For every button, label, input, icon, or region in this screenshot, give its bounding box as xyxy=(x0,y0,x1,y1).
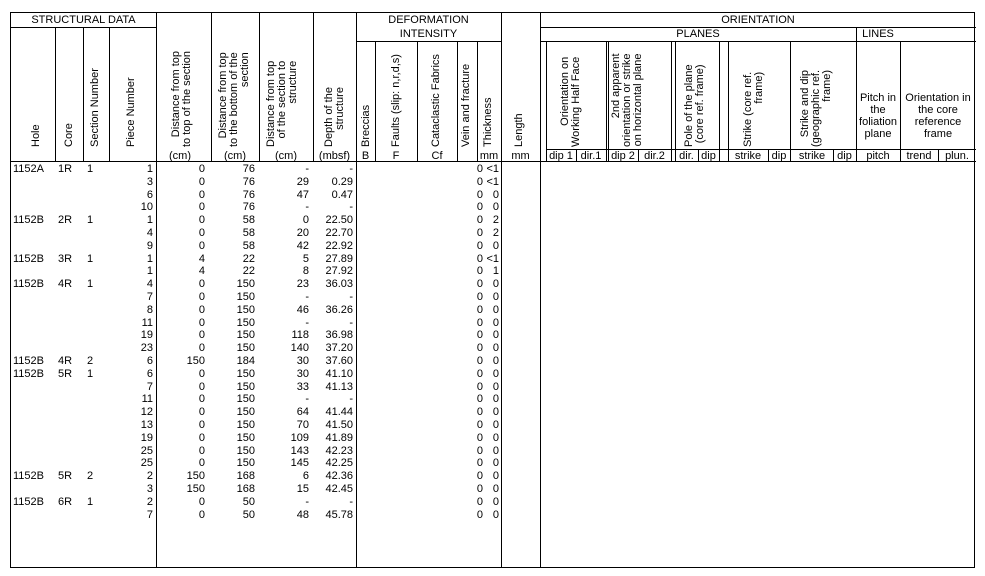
table-cell: 0 xyxy=(476,470,483,483)
table-cell: 109 xyxy=(290,431,309,444)
table-cell: 0 xyxy=(476,239,483,252)
table-cell: 37.60 xyxy=(325,355,353,367)
table-cell: 0 xyxy=(492,419,499,431)
table-cell: - xyxy=(349,201,353,214)
table-cell: 0 xyxy=(492,483,499,495)
table-cell: 0 xyxy=(492,431,499,444)
table-cell: 0 xyxy=(302,214,309,227)
unit-plun: plun. xyxy=(945,150,969,162)
table-cell: - xyxy=(305,163,309,175)
table-cell: 9 xyxy=(146,239,153,252)
table-cell: 0 xyxy=(198,495,205,508)
unit-pitch: pitch xyxy=(866,150,890,162)
table-cell: 0 xyxy=(198,303,205,316)
table-cell: 22.50 xyxy=(325,214,353,227)
header-line: Strike and dip xyxy=(799,69,811,138)
table-cell: 0 xyxy=(492,201,499,214)
table-cell: 22 xyxy=(242,252,255,265)
unit-trend: trend xyxy=(906,150,932,162)
header-line: to top of the section xyxy=(181,50,193,147)
table-cell: - xyxy=(305,316,309,329)
table-cell: 36.26 xyxy=(325,303,353,316)
table-cell: 58 xyxy=(242,227,255,239)
table-cell: 0.47 xyxy=(331,188,353,201)
table-cell: 33 xyxy=(296,380,309,393)
table-cell: 145 xyxy=(290,457,309,470)
table-cell: 1 xyxy=(87,367,94,380)
table-cell: 0 xyxy=(492,188,499,201)
table-cell: 0 xyxy=(198,444,205,457)
header-pitch xyxy=(856,92,900,140)
table-cell: 0 xyxy=(198,342,205,355)
table-cell: 20 xyxy=(296,227,309,239)
table-cell: 0 xyxy=(476,163,483,175)
table-cell: 150 xyxy=(236,380,255,393)
table-cell: 6 xyxy=(146,188,153,201)
header-line: to the bottom of the xyxy=(228,52,240,147)
table-cell: 143 xyxy=(290,444,309,457)
table-cell: 41.89 xyxy=(325,431,353,444)
table-cell: 1152B xyxy=(13,214,44,227)
table-cell: 36.03 xyxy=(325,278,353,291)
table-cell: 42 xyxy=(296,239,309,252)
table-cell: 22.70 xyxy=(325,227,353,239)
table-cell: 2R xyxy=(58,214,73,227)
header-line: reference xyxy=(914,116,962,128)
table-cell: 0 xyxy=(492,367,499,380)
table-cell: 150 xyxy=(236,406,255,419)
table-cell: 0 xyxy=(198,188,205,201)
table-cell: 0 xyxy=(476,380,483,393)
table-cell: 42.23 xyxy=(325,444,353,457)
table-cell: 0 xyxy=(198,431,205,444)
table-cell: 0 xyxy=(476,483,483,495)
header-line: Faults (slip: n,r,d,s) xyxy=(390,54,402,147)
table-cell: 2 xyxy=(87,355,94,367)
group-deformation: DEFORMATION xyxy=(388,14,469,26)
table-cell: 2 xyxy=(146,495,153,508)
table-cell: 25 xyxy=(140,444,153,457)
table-cell: 0 xyxy=(198,239,205,252)
table-cell: 13 xyxy=(140,419,153,431)
unit-dip3: dip xyxy=(771,150,787,162)
table-cell: 22 xyxy=(242,265,255,278)
header-line: structure xyxy=(334,87,346,130)
unit-dir1: dir.1 xyxy=(580,150,602,162)
table-cell: 7 xyxy=(146,291,153,303)
group-structural-data: STRUCTURAL DATA xyxy=(31,14,136,26)
table-cell: 19 xyxy=(140,431,153,444)
table-cell: 3 xyxy=(146,175,153,188)
table-cell: 2 xyxy=(146,470,153,483)
header-line: frame) xyxy=(753,71,765,104)
header-line: on horizontal plane xyxy=(632,53,644,147)
table-cell: 27.92 xyxy=(325,265,353,278)
header-line: Thickness xyxy=(482,97,494,147)
unit-dist-bottom: (cm) xyxy=(224,150,246,162)
table-cell: 0 xyxy=(476,188,483,201)
table-cell: 0 xyxy=(476,342,483,355)
table-cell: 27.89 xyxy=(325,252,353,265)
unit-dip1: dip 1 xyxy=(549,150,573,162)
table-cell: - xyxy=(305,201,309,214)
header-line: 2nd apparent xyxy=(610,53,622,119)
table-cell: 11 xyxy=(141,393,153,406)
header-line: Breccias xyxy=(360,104,372,147)
table-cell: 1 xyxy=(87,214,94,227)
header-line: Orientation on xyxy=(559,56,571,126)
group-lines: LINES xyxy=(862,28,894,40)
table-cell: 1152B xyxy=(13,252,44,265)
table-cell: 150 xyxy=(236,419,255,431)
table-cell: 36.98 xyxy=(325,329,353,342)
table-cell: 4 xyxy=(198,252,205,265)
header-line: Hole xyxy=(30,124,42,147)
table-cell: 0 xyxy=(198,419,205,431)
table-cell: 1 xyxy=(146,265,153,278)
table-cell: 42.25 xyxy=(325,457,353,470)
table-cell: 1 xyxy=(87,163,94,175)
table-cell: - xyxy=(349,495,353,508)
table-cell: 0 xyxy=(198,163,205,175)
table-cell: 0 xyxy=(476,495,483,508)
table-cell: 0 xyxy=(198,393,205,406)
table-cell: 6 xyxy=(302,470,309,483)
table-cell: 11 xyxy=(141,316,153,329)
table-cell: 47 xyxy=(296,188,309,201)
table-cell: 64 xyxy=(296,406,309,419)
table-cell: 0 xyxy=(492,380,499,393)
table-cell: <1 xyxy=(486,252,499,265)
table-cell: 0 xyxy=(476,175,483,188)
unit-dir2: dir.2 xyxy=(644,150,665,162)
header-line: frame) xyxy=(821,69,833,102)
table-cell: 0 xyxy=(198,380,205,393)
table-cell: 0 xyxy=(492,239,499,252)
table-cell: 0 xyxy=(198,367,205,380)
header-line: section xyxy=(239,52,251,88)
header-line: Distance from top xyxy=(265,60,277,147)
unit-depth: (mbsf) xyxy=(318,150,351,162)
table-cell: 12 xyxy=(140,406,153,419)
unit-dist-top: (cm) xyxy=(169,150,191,162)
table-cell: 150 xyxy=(236,431,255,444)
table-cell: 150 xyxy=(186,355,205,367)
header-line: Pole of the plane xyxy=(683,64,695,147)
table-cell: 3R xyxy=(58,252,73,265)
table-cell: 50 xyxy=(242,508,255,521)
table-cell: 150 xyxy=(236,291,255,303)
header-line: (geographic ref. xyxy=(810,69,822,147)
table-cell: 45.78 xyxy=(325,508,353,521)
table-cell: 4 xyxy=(146,278,153,291)
table-cell: 23 xyxy=(296,278,309,291)
table-cell: 1152B xyxy=(13,495,44,508)
table-cell: 29 xyxy=(296,175,309,188)
table-cell: - xyxy=(349,316,353,329)
table-cell: 4 xyxy=(198,265,205,278)
table-cell: 150 xyxy=(236,367,255,380)
header-line: Distance from top xyxy=(217,52,229,139)
table-cell: 1152A xyxy=(13,163,44,175)
table-cell: 0 xyxy=(492,495,499,508)
header-line: frame xyxy=(923,128,953,140)
table-cell: 0 xyxy=(476,508,483,521)
header-line: Vein and fracture xyxy=(460,63,472,147)
table-cell: 58 xyxy=(242,214,255,227)
table-cell: 150 xyxy=(236,342,255,355)
table-cell: 23 xyxy=(140,342,153,355)
table-cell: 1 xyxy=(492,265,499,278)
unit-dist-struct: (cm) xyxy=(275,150,297,162)
table-cell: 10 xyxy=(140,201,153,214)
header-line: of the section to xyxy=(276,60,288,139)
table-cell: 0 xyxy=(476,367,483,380)
table-cell: 150 xyxy=(236,278,255,291)
unit-thickness: mm xyxy=(479,150,499,162)
table-cell: 58 xyxy=(242,239,255,252)
table-cell: 0 xyxy=(476,316,483,329)
table-cell: 6R xyxy=(58,495,73,508)
table-cell: 25 xyxy=(140,457,153,470)
table-cell: 1 xyxy=(87,495,94,508)
table-cell: 0 xyxy=(492,303,499,316)
unit-cataclastic: Cf xyxy=(431,150,443,162)
table-cell: 1 xyxy=(87,278,94,291)
header-line: Orientation in xyxy=(905,92,971,104)
group-orientation: ORIENTATION xyxy=(721,14,795,26)
table-cell: 0 xyxy=(198,406,205,419)
header-line: (core ref. frame) xyxy=(694,64,706,144)
table-cell: 0 xyxy=(492,470,499,483)
table-cell: 150 xyxy=(236,444,255,457)
table-cell: 0 xyxy=(492,508,499,521)
table-cell: 30 xyxy=(296,367,309,380)
unit-pole-dir: dir. xyxy=(679,150,694,162)
table-cell: 0 xyxy=(492,291,499,303)
table-cell: 0 xyxy=(198,291,205,303)
table-cell: 168 xyxy=(236,470,255,483)
header-line: Piece Number xyxy=(125,77,137,147)
table-cell: 2 xyxy=(492,214,499,227)
table-cell: 0 xyxy=(492,355,499,367)
header-line: Depth of the xyxy=(323,87,335,147)
table-cell: 0 xyxy=(476,457,483,470)
header-line: Strike (core ref. xyxy=(742,71,754,147)
table-cell: 0 xyxy=(476,329,483,342)
table-cell: 1 xyxy=(146,163,153,175)
table-cell: 8 xyxy=(302,265,309,278)
table-cell: 42.36 xyxy=(325,470,353,483)
table-cell: 0 xyxy=(198,508,205,521)
header-line: Length xyxy=(513,113,525,147)
table-cell: 0 xyxy=(476,291,483,303)
table-cell: 0 xyxy=(198,201,205,214)
table-cell: 150 xyxy=(186,470,205,483)
table-cell: 0 xyxy=(198,214,205,227)
header-line: Cataclastic Fabrics xyxy=(430,54,442,147)
table-cell: 0 xyxy=(476,278,483,291)
unit-dip4: dip xyxy=(837,150,852,162)
table-cell: 5R xyxy=(58,367,73,380)
header-line: Working Half Face xyxy=(570,56,582,147)
table-cell: 7 xyxy=(146,380,153,393)
table-cell: 22.92 xyxy=(325,239,353,252)
table-cell: - xyxy=(349,291,353,303)
table-cell: 0 xyxy=(198,227,205,239)
group-intensity: INTENSITY xyxy=(399,28,458,40)
table-cell: 41.10 xyxy=(325,367,353,380)
table-cell: 8 xyxy=(146,303,153,316)
header-line: structure xyxy=(287,60,299,104)
table-cell: 1 xyxy=(87,252,94,265)
unit-strike2: strike xyxy=(798,150,826,162)
header-orientation-core xyxy=(900,92,976,140)
table-cell: 0 xyxy=(198,457,205,470)
table-cell: 1152B xyxy=(13,367,44,380)
table-cell: 0 xyxy=(492,329,499,342)
table-cell: 0 xyxy=(476,419,483,431)
table-cell: 3 xyxy=(146,483,153,495)
table-cell: 0 xyxy=(476,214,483,227)
table-cell: 0 xyxy=(492,444,499,457)
table-cell: 76 xyxy=(242,163,255,175)
table-cell: 4 xyxy=(146,227,153,239)
table-cell: 0 xyxy=(198,278,205,291)
table-cell: - xyxy=(305,291,309,303)
table-cell: 2 xyxy=(492,227,499,239)
table-cell: 0 xyxy=(476,265,483,278)
table-cell: 0 xyxy=(476,444,483,457)
table-cell: 0 xyxy=(492,316,499,329)
table-cell: 118 xyxy=(291,329,309,342)
table-cell: 6 xyxy=(146,367,153,380)
table-cell: 0 xyxy=(476,303,483,316)
table-cell: - xyxy=(305,393,309,406)
table-cell: 150 xyxy=(236,316,255,329)
table-cell: 1152B xyxy=(13,470,44,483)
table-cell: 0 xyxy=(476,393,483,406)
table-cell: 46 xyxy=(296,303,309,316)
unit-breccias: B xyxy=(361,150,370,162)
table-cell: 6 xyxy=(146,355,153,367)
table-cell: 0 xyxy=(476,227,483,239)
table-cell: 0 xyxy=(476,355,483,367)
table-cell: 7 xyxy=(146,508,153,521)
table-cell: 50 xyxy=(242,495,255,508)
table-cell: 4R xyxy=(58,278,73,291)
table-cell: 5 xyxy=(302,252,309,265)
header-line: orientation or strike xyxy=(621,53,633,147)
header-line: Section Number xyxy=(89,68,101,147)
table-cell: - xyxy=(305,495,309,508)
table-cell: - xyxy=(349,163,353,175)
table-cell: 168 xyxy=(236,483,255,495)
table-cell: 76 xyxy=(242,201,255,214)
table-cell: 19 xyxy=(140,329,153,342)
group-planes: PLANES xyxy=(676,28,720,40)
table-cell: 41.50 xyxy=(325,419,353,431)
table-cell: 42.45 xyxy=(325,483,353,495)
table-cell: 2 xyxy=(87,470,94,483)
table-cell: 0 xyxy=(476,406,483,419)
table-cell: 0 xyxy=(492,278,499,291)
table-cell: 1 xyxy=(146,252,153,265)
table-cell: 4R xyxy=(58,355,73,367)
table-cell: 0 xyxy=(476,201,483,214)
unit-length: mm xyxy=(511,150,530,162)
unit-faults: F xyxy=(392,150,400,162)
structural-data-sheet xyxy=(10,12,975,568)
table-cell: 0 xyxy=(198,316,205,329)
unit-strike1: strike xyxy=(734,150,762,162)
table-cell: 1R xyxy=(58,163,73,175)
table-cell: 0.29 xyxy=(331,175,353,188)
table-cell: 15 xyxy=(296,483,309,495)
header-line: foliation xyxy=(859,116,897,128)
header-line: the core xyxy=(918,104,958,116)
table-cell: 76 xyxy=(242,175,255,188)
table-cell: 1152B xyxy=(13,355,44,367)
table-cell: 41.44 xyxy=(325,406,353,419)
table-cell: 184 xyxy=(236,355,255,367)
table-cell: 41.13 xyxy=(325,380,353,393)
header-line: the xyxy=(870,104,886,116)
table-cell: 1152B xyxy=(13,278,44,291)
header-line: plane xyxy=(864,128,892,140)
unit-dip2: dip 2 xyxy=(611,150,635,162)
table-cell: 150 xyxy=(236,457,255,470)
table-cell: 5R xyxy=(58,470,73,483)
unit-pole-dip: dip xyxy=(701,150,716,162)
table-cell: 76 xyxy=(242,188,255,201)
table-cell: 0 xyxy=(492,406,499,419)
table-cell: - xyxy=(349,393,353,406)
header-line: Pitch in xyxy=(859,92,897,104)
table-cell: 150 xyxy=(186,483,205,495)
table-cell: <1 xyxy=(486,175,499,188)
table-cell: 37.20 xyxy=(325,342,353,355)
table-cell: 48 xyxy=(296,508,309,521)
table-cell: <1 xyxy=(486,163,499,175)
table-cell: 140 xyxy=(290,342,309,355)
table-cell: 70 xyxy=(296,419,309,431)
table-cell: 0 xyxy=(198,329,205,342)
table-cell: 30 xyxy=(296,355,309,367)
table-cell: 0 xyxy=(492,393,499,406)
table-cell: 0 xyxy=(476,252,483,265)
table-cell: 1 xyxy=(146,214,153,227)
table-cell: 0 xyxy=(492,457,499,470)
table-cell: 0 xyxy=(492,342,499,355)
header-line: Distance from top xyxy=(170,50,182,138)
table-cell: 150 xyxy=(236,393,255,406)
table-cell: 0 xyxy=(198,175,205,188)
table-cell: 150 xyxy=(236,303,255,316)
table-cell: 150 xyxy=(236,329,255,342)
header-line: Core xyxy=(63,123,75,147)
table-cell: 0 xyxy=(476,431,483,444)
